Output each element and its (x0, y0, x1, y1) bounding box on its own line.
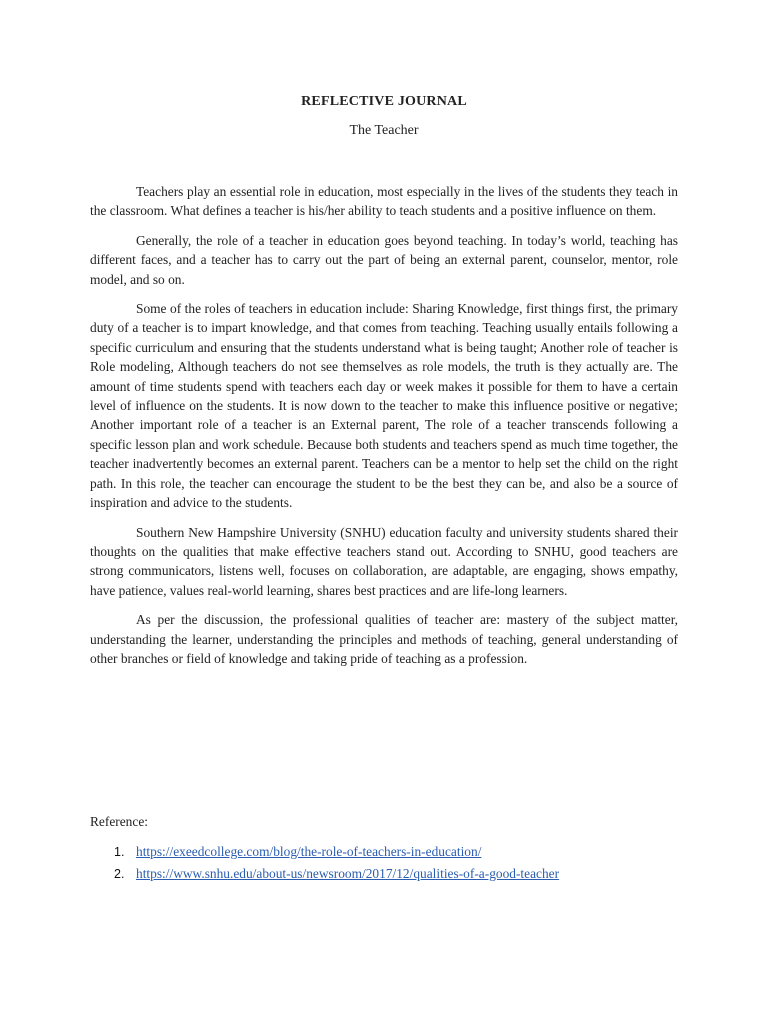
paragraph-snhu: Southern New Hampshire University (SNHU) education faculty and university students shared their thoughts on the qualities that make effective teachers stand out. According to SNHU, good teachers are strong communicators, listens well, focuses on collaboration, are adaptable, are engaging, shows empathy, have patience, values real-world learning, shares best practices and are life-long learners. (90, 524, 678, 598)
paragraph-qualities: As per the discussion, the professional qualities of teacher are: mastery of the subject matter, understanding the learner, understanding the principles and methods of teaching, general understanding of other branches or field of knowledge and taking pride of teaching as a profession. (90, 612, 678, 666)
reference-number: 2. (114, 867, 125, 881)
reference-item (90, 842, 690, 864)
reference-label: Reference: (90, 814, 148, 829)
paragraph-role: Generally, the role of a teacher in education goes beyond teaching. In today’s world, teaching has different faces, and a teacher has to carry out the part of being an external parent, counselor, mentor, role model, and so on. (90, 232, 678, 287)
document-body (90, 182, 678, 678)
document-title: REFLECTIVE JOURNAL (301, 94, 467, 109)
paragraph-intro: Teachers play an essential role in education, most especially in the lives of the students they teach in the classroom. What defines a teacher is his/her ability to teach students and a positive influence on them. (90, 184, 678, 219)
reference-item (90, 864, 690, 886)
reference-link-snhu[interactable]: https://www.snhu.edu/about-us/newsroom/2017/12/qualities-of-a-good-teacher (136, 866, 560, 881)
reference-list (90, 842, 690, 886)
document-subtitle: The Teacher (349, 123, 419, 138)
paragraph-roles-list: Some of the roles of teachers in education include: Sharing Knowledge, first things first, the primary duty of a teacher is to impart knowledge, and that comes from teaching. Teaching usually entails following a specific curriculum and ensuring that the students understand what is being taught; Another role of teacher is Role modeling, Although teachers do not see themselves as role models, the truth is they actually are. The amount of time students spend with teachers each day or week makes it possible for them to have a certain level of influence on the students. It is now down to the teacher to make this influence positive or negative; Another important role of a teacher is an External parent, The role of a teacher transcends following a specific lesson plan and work schedule. Because both students and teachers spend as much time together, the teacher inadvertently becomes an external parent. Teachers can be a mentor to help set the child on the right path. In this role, the teacher can encourage the student to be the best they can be, and also be a source of inspiration and advice to the students. (90, 301, 678, 511)
reference-link-exeedcollege[interactable]: https://exeedcollege.com/blog/the-role-of-teachers-in-education/ (136, 844, 482, 859)
reference-number: 1. (114, 845, 125, 859)
